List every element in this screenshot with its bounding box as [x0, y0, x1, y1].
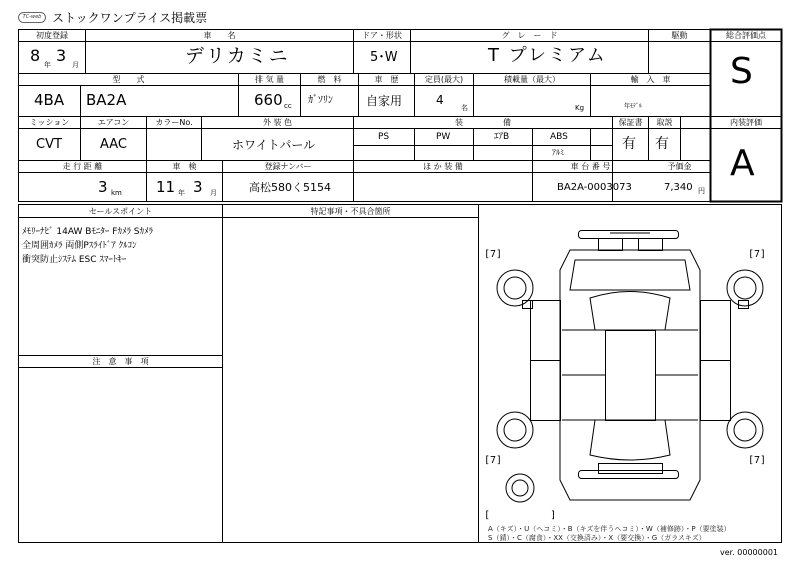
mission-value: CVT: [36, 137, 62, 152]
diagram-bracket-front-left: [7]: [484, 249, 503, 260]
price-unit: 円: [698, 187, 705, 195]
label-drive: 駆動: [671, 31, 688, 40]
sales-comment-line: 全周囲ｶﾒﾗ 両側Pｽﾗｲﾄﾞｱ ｸﾙｺﾝ: [22, 241, 137, 251]
capacity-value: 4: [436, 93, 444, 107]
label-price: 予価金: [667, 162, 692, 171]
label-chassis-no: 車 台 番 号: [570, 162, 611, 171]
first-reg-year: 8: [30, 46, 41, 65]
import-unit: 年ﾓﾃﾞﾙ: [624, 103, 643, 110]
label-exterior-color: 外 装 色: [262, 118, 293, 127]
label-model: 型 式: [112, 75, 145, 84]
label-color-no: カラーNo.: [155, 118, 193, 127]
inspection-year-unit: 年: [178, 189, 185, 197]
door-shape-value: 5･W: [370, 50, 398, 65]
mileage-value: 3: [98, 178, 108, 196]
damage-legend-line2: S（錆）・C（腐食）・XX（交換済み）・X（要交換）・G（ガラスキズ）: [488, 534, 706, 542]
car-damage-diagram: [497, 231, 763, 503]
payload-unit: Kg: [575, 104, 585, 112]
label-grade: グ レ ー ド: [501, 31, 558, 40]
km-unit: km: [111, 189, 122, 197]
version-label: ver. 00000001: [719, 548, 778, 557]
year-unit: 年: [44, 61, 51, 69]
label-other-equipment: ほ か 装 備: [423, 162, 463, 171]
model-prefix-value: 4BA: [34, 91, 65, 109]
label-caution: 注 意 事 項: [92, 357, 149, 366]
label-history: 車 歴: [374, 75, 399, 84]
label-manual: 取説: [656, 118, 673, 127]
document-title: ストックワンプライス掲載票: [52, 11, 208, 25]
label-first-registration: 初度登録: [36, 31, 68, 40]
label-inspection: 車 検: [172, 162, 197, 171]
equipment-airbag: ｴｱB: [494, 132, 510, 142]
label-equipment: 装 備: [455, 118, 511, 127]
car-name-value: デリカミニ: [185, 45, 290, 67]
price-value: 7,340: [664, 182, 693, 193]
inspection-month: 3: [193, 178, 203, 196]
label-door-shape: ドア・形状: [362, 31, 402, 40]
model-value: BA2A: [86, 91, 127, 109]
label-interior-rating: 内装評価: [730, 118, 762, 127]
month-unit: 月: [72, 61, 79, 69]
chassis-no-value: BA2A-0003073: [557, 182, 632, 193]
diagram-bracket-rear-right: [7]: [748, 455, 767, 466]
label-mission: ミッション: [29, 118, 70, 127]
displacement-value: 660: [254, 91, 283, 109]
diagram-bracket-rear-left: [7]: [484, 455, 503, 466]
label-import: 輸 入 車: [630, 75, 671, 84]
first-reg-month: 3: [56, 46, 67, 65]
exterior-color-value: ホワイトパール: [232, 138, 316, 152]
equipment-pw: PW: [436, 132, 451, 142]
equipment-ps: PS: [378, 132, 390, 142]
cc-unit: cc: [284, 102, 292, 110]
sales-comment-line: ﾒﾓﾘｰﾅﾋﾞ 14AW Bﾓﾆﾀｰ Fｶﾒﾗ Sｶﾒﾗ: [22, 227, 154, 237]
label-overall-rating: 総合評価点: [726, 31, 766, 40]
diagram-bracket-front-right: [7]: [748, 249, 767, 260]
inspection-year: 11: [156, 178, 176, 196]
label-payload: 積載量（最大）: [504, 75, 560, 84]
history-value: 自家用: [366, 94, 403, 108]
interior-rating-value: A: [730, 143, 755, 184]
overall-rating-value: S: [730, 51, 753, 92]
label-fuel: 燃 料: [317, 75, 342, 84]
plate-value: 高松580く5154: [249, 181, 331, 194]
equipment-alumi: ｱﾙﾐ: [552, 148, 564, 157]
label-notes: 特記事項・不具合箇所: [310, 207, 391, 216]
inspection-month-unit: 月: [210, 189, 217, 197]
damage-legend-line1: A（キズ）・U（ヘコミ）・B（キズを伴うヘコミ）・W（補修跡）・P（要塗装）: [488, 525, 731, 533]
grade-value: T プレミアム: [488, 45, 607, 66]
logo: TC-web: [18, 12, 46, 23]
warranty-value: 有: [622, 136, 636, 152]
label-displacement: 排 気 量: [254, 75, 285, 84]
fuel-value: ｶﾞｿﾘﾝ: [308, 95, 333, 106]
label-mileage: 走 行 距 離: [62, 162, 103, 171]
label-plate: 登録ナンバー: [264, 162, 312, 171]
sales-comment-line: 衝突防止ｼｽﾃﾑ ESC ｽﾏｰﾄｷｰ: [22, 255, 127, 265]
label-car-name: 車 名: [203, 31, 236, 40]
label-aircon: エアコン: [97, 118, 130, 127]
label-capacity: 定員(最大): [424, 75, 464, 84]
manual-value: 有: [655, 136, 669, 152]
label-warranty: 保証書: [618, 118, 643, 127]
equipment-abs: ABS: [550, 132, 568, 142]
capacity-unit: 名: [461, 104, 468, 112]
diagram-bracket-spare: [ ]: [484, 510, 557, 521]
label-sales-points: セールスポイント: [88, 207, 153, 216]
aircon-value: AAC: [100, 137, 127, 152]
